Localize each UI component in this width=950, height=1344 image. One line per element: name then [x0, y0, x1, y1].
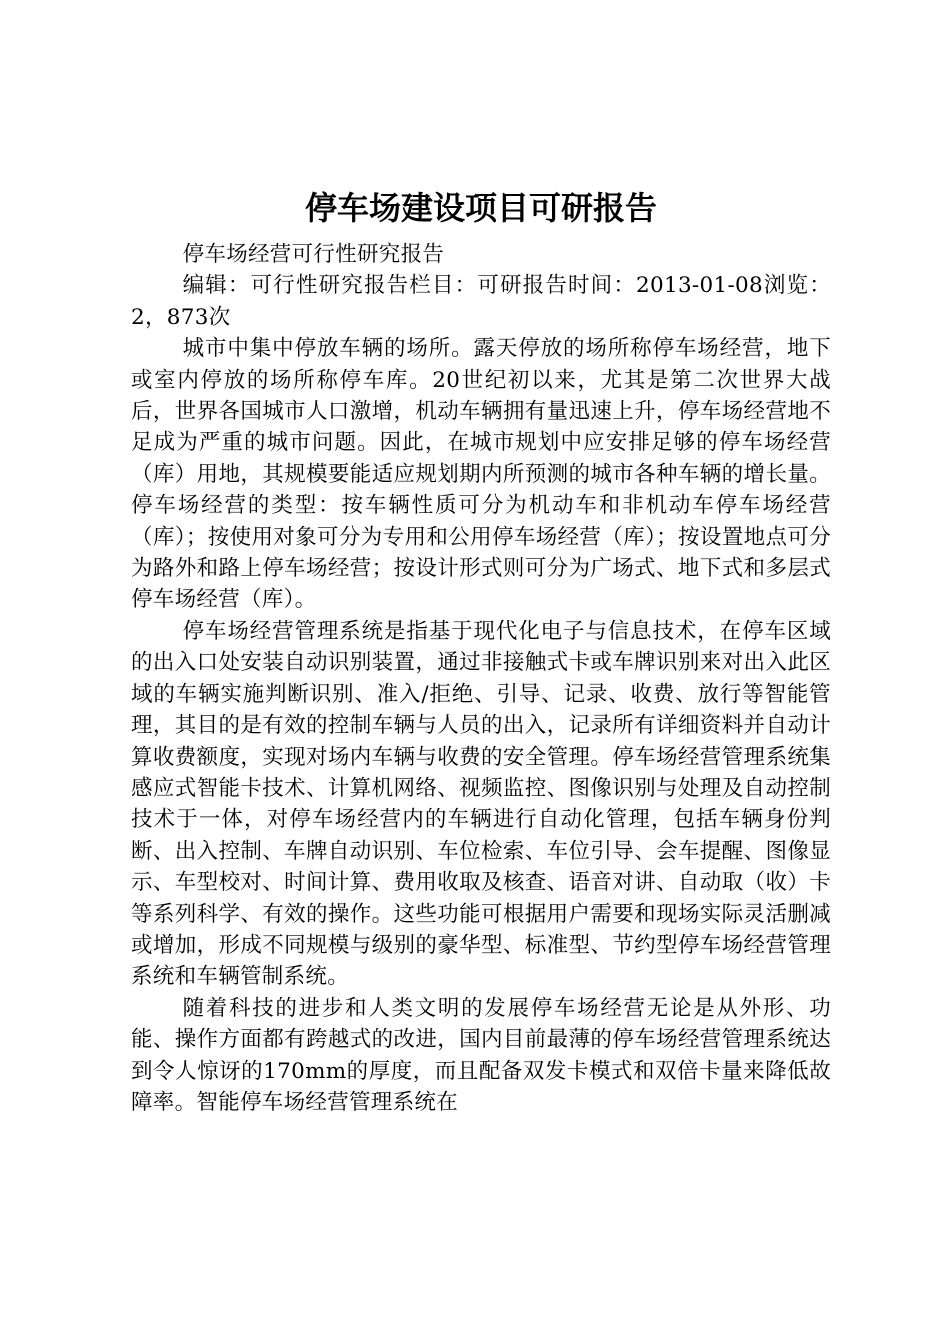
paragraph-2: 停车场经营管理系统是指基于现代化电子与信息技术，在停车区域的出入口处安装自动识别装置，通过非接触式卡或车牌识别来对出入此区域的车辆实施判断识别、准入/拒绝、引导、记录、收费、放行等智能管理，其目的是有效的控制车辆与人员的出入，记录所有详细资料并自动计算收费额度，实现对场内车辆与收费的安全管理。停车场经营管理系统集感应式智能卡技术、计算机网络、视频监控、图像识别与处理及自动控制技术于一体，对停车场经营内的车辆进行自动化管理，包括车辆身份判断、出入控制、车牌自动识别、车位检索、车位引导、会车提醒、图像显示、车型校对、时间计算、费用收取及核查、语音对讲、自动取（收）卡等系列科学、有效的操作。这些功能可根据用户需要和现场实际灵活删减或增加，形成不同规模与级别的豪华型、标准型、节约型停车场经营管理系统和车辆管制系统。 — [131, 618, 831, 990]
document-meta-line: 编辑：可行性研究报告栏目：可研报告时间：2013-01-08浏览：2，873次 — [131, 273, 831, 330]
paragraph-3: 随着科技的进步和人类文明的发展停车场经营无论是从外形、功能、操作方面都有跨越式的改进，国内目前最薄的停车场经营管理系统达到令人惊讶的170mm的厚度，而且配备双发卡模式和双倍卡量来降低故障率。智能停车场经营管理系统在 — [131, 995, 831, 1115]
document-subtitle: 停车场经营可行性研究报告 — [182, 242, 445, 267]
document-title: 停车场建设项目可研报告 — [304, 189, 657, 227]
paragraph-1: 城市中集中停放车辆的场所。露天停放的场所称停车场经营，地下或室内停放的场所称停车库。20世纪初以来，尤其是第二次世界大战后，世界各国城市人口激增，机动车辆拥有量迅速上升，停车场经营地不足成为严重的城市问题。因此，在城市规划中应安排足够的停车场经营（库）用地，其规模要能适应规划期内所预测的城市各种车辆的增长量。停车场经营的类型：按车辆性质可分为机动车和非机动车停车场经营（库）；按使用对象可分为专用和公用停车场经营（库）；按设置地点可分为路外和路上停车场经营；按设计形式则可分为广场式、地下式和多层式停车场经营（库）。 — [131, 336, 831, 613]
document-body — [131, 185, 831, 1118]
